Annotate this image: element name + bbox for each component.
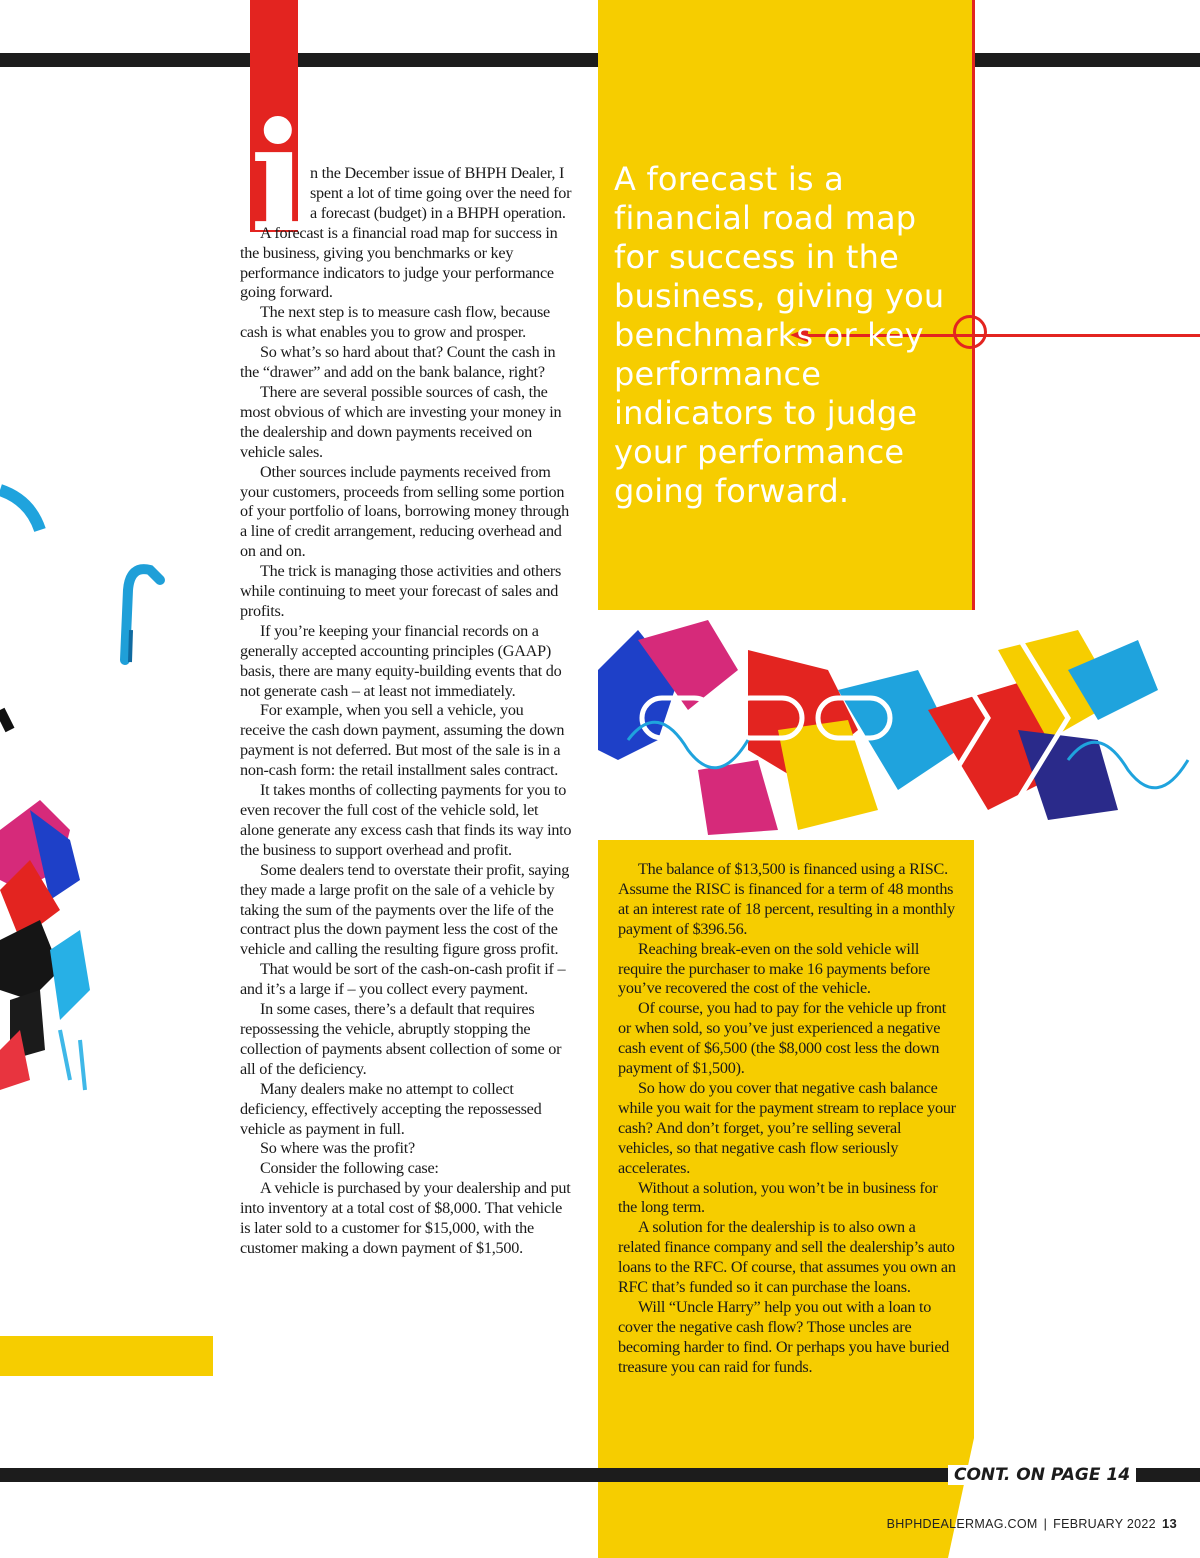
paragraph: There are several possible sources of cash, the most obvious of which are investing your money in the dealership and down payments received on vehicle sales.: [240, 382, 562, 461]
paragraph: Consider the following case:: [260, 1159, 439, 1178]
red-vertical-rule: [972, 0, 975, 610]
paragraph: If you’re keeping your financial records on a generally accepted accounting principles (GAAP) basis, there are many equity-building events that do not generate cash – at least not immediately.: [240, 621, 562, 700]
paragraph: Reaching break-even on the sold vehicle will require the purchaser to make 16 payments before you’ve recovered the cost of the vehicle.: [618, 939, 931, 998]
paragraph: Without a solution, you won’t be in business for the long term.: [618, 1178, 938, 1217]
paragraph: Will “Uncle Harry” help you out with a loan to cover the negative cash flow? Those uncles are becoming harder to find. Or perhaps you have buried treasure you can raid for funds.: [618, 1297, 950, 1376]
footer-site-url[interactable]: BHPHDEALERMAG.COM: [886, 1517, 1038, 1531]
paragraph: So what’s so hard about that? Count the cash in the “drawer” and add on the bank balance, right?: [240, 343, 556, 382]
lead-paragraph-text: n the December issue of BHPH Dealer, I spent a lot of time going over the need for a forecast (budget) in a BHPH operation.: [310, 164, 572, 222]
paragraph: Other sources include payments received from your customers, proceeds from selling some portion of your portfolio of loans, borrowing money through a line of credit arrangement, reducing overhead and on and on.: [240, 462, 569, 561]
page-footer: [862, 1516, 1177, 1531]
crosshair-vertical-tick: [972, 312, 975, 356]
paragraph: So where was the profit?: [260, 1139, 415, 1158]
paragraph: For example, when you sell a vehicle, you receive the cash down payment, assuming the down payment is not deferred. But most of the sale is in a non-cash form: the retail installment sales contract.: [240, 701, 565, 780]
paragraph: The balance of $13,500 is financed using a RISC. Assume the RISC is financed for a term of 48 months at an interest rate of 18 percent, resulting in a monthly payment of $396.56.: [618, 860, 955, 938]
paragraph: Some dealers tend to overstate their profit, saying they made a large profit on the sale of a vehicle by taking the sum of the payments over the life of the contract plus the down payment less the cost of the vehicle and calling the resulting figure gross profit.: [240, 860, 570, 959]
paragraph: Of course, you had to pay for the vehicle up front or when sold, so you’ve just experienced a negative cash event of $6,500 (the $8,000 cost less the down payment of $1,500).: [618, 999, 947, 1078]
drop-cap-letter: i: [250, 90, 307, 266]
footer-separator: |: [1043, 1517, 1048, 1531]
abstract-art-arrow: [598, 610, 1200, 840]
paragraph: The next step is to measure cash flow, because cash is what enables you to grow and prosper.: [240, 303, 550, 342]
yellow-accent-strip: [0, 1336, 213, 1376]
paragraph: The trick is managing those activities and others while continuing to meet your forecast of sales and profits.: [240, 562, 562, 620]
paragraph: A solution for the dealership is to also own a related finance company and sell the dealership’s auto loans to the RFC. Of course, that assumes you own an RFC that’s funded so it can purchase the loans.: [618, 1218, 956, 1297]
paragraph: So how do you cover that negative cash balance while you wait for the payment stream to replace your cash? And don’t forget, you’re selling several vehicles, so that negative cash flow seriously accelerates.: [618, 1078, 956, 1177]
paragraph: Many dealers make no attempt to collect deficiency, effectively accepting the repossessed vehicle as payment in full.: [240, 1079, 542, 1138]
paragraph: [240, 164, 572, 224]
pull-quote: A forecast is a financial road map for success in the business, giving you benchmarks or key performance indicators to judge your performance going forward.: [614, 160, 945, 510]
abstract-art-left: [0, 70, 240, 1370]
paragraph: In some cases, there’s a default that requires repossessing the vehicle, abruptly stopping the collection of payments absent collection of some or all of the deficiency.: [240, 1000, 562, 1078]
paragraph: A forecast is a financial road map for success in the business, giving you benchmarks or key performance indicators to judge your performance going forward.: [240, 223, 558, 302]
paragraph: It takes months of collecting payments for you to even recover the full cost of the vehicle sold, let alone generate any excess cash that finds its way into the business to support overhead and profit.: [240, 781, 572, 859]
footer-issue-date: FEBRUARY 2022: [1053, 1517, 1156, 1531]
page-number: 13: [1161, 1516, 1177, 1531]
paragraph: A vehicle is purchased by your dealership and put into inventory at a total cost of $8,000. That vehicle is later sold to a customer for $15,000, with the customer making a down payment of $1,500.: [240, 1179, 571, 1257]
article-column-left: [240, 164, 572, 1259]
article-column-right: [618, 860, 956, 1378]
continued-on-page-label[interactable]: CONT. ON PAGE 14: [948, 1465, 1136, 1485]
paragraph: That would be sort of the cash-on-cash profit if – and it’s a large if – you collect every payment.: [240, 960, 566, 999]
